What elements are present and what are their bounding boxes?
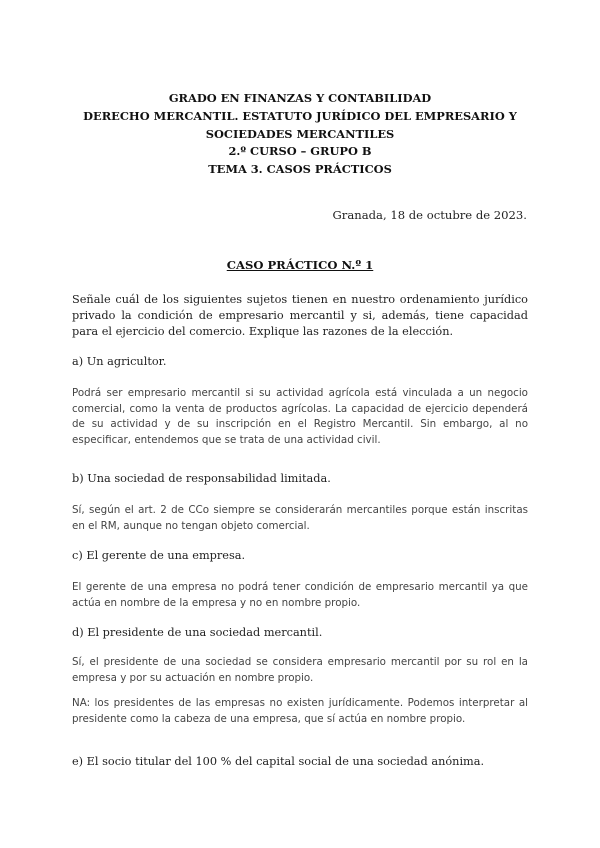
answer-a: Podrá ser empresario mercantil si su actividad agrícola está vinculada a un negocio comercial, como la venta de productos agrícolas. La capacidad de ejercicio dependerá de su actividad y de su inscripción en el Registro Mercantil. Sin embargo, al no especificar, entendemos que se trata de una actividad civil.: [72, 387, 528, 446]
header-degree: GRADO EN FINANZAS Y CONTABILIDAD: [168, 91, 432, 105]
answer-d: Sí, el presidente de una sociedad se considera empresario mercantil por su rol en la empresa y por su actuación en nombre propio.: [72, 656, 528, 684]
question-c: c) El gerente de una empresa.: [72, 549, 246, 562]
header-subject: DERECHO MERCANTIL. ESTATUTO JURÍDICO DEL EMPRESARIO Y: [83, 108, 517, 123]
question-d: d) El presidente de una sociedad mercantil.: [72, 626, 323, 639]
header-subject-cont: SOCIEDADES MERCANTILES: [205, 126, 395, 141]
case-statement: Señale cuál de los siguientes sujetos tienen en nuestro ordenamiento jurídico privado la condición de empresario mercantil y si, además, tiene capacidad para el ejercicio del comercio. Explique las razones de la elección.: [72, 293, 528, 339]
answer-c: El gerente de una empresa no podrá tener condición de empresario mercantil ya que actúa en nombre de la empresa y no en nombre propio.: [72, 581, 528, 609]
answer-b: Sí, según el art. 2 de CCo siempre se considerarán mercantiles porque están inscritas en el RM, aunque no tengan objeto comercial.: [72, 504, 528, 532]
document-header: [70, 90, 530, 179]
answer-d-note: NA: los presidentes de las empresas no existen jurídicamente. Podemos interpretar al presidente como la cabeza de una empresa, que sí actúa en nombre propio.: [72, 697, 528, 725]
question-e: e) El socio titular del 100 % del capital social de una sociedad anónima.: [72, 755, 485, 768]
header-course: 2.º CURSO – GRUPO B: [228, 144, 372, 159]
header-topic: TEMA 3. CASOS PRÁCTICOS: [208, 162, 392, 177]
question-b: b) Una sociedad de responsabilidad limitada.: [72, 472, 331, 485]
question-a: a) Un agricultor.: [72, 355, 167, 368]
document-date: Granada, 18 de octubre de 2023.: [332, 208, 527, 222]
case-title: CASO PRÁCTICO N.º 1: [226, 258, 374, 272]
